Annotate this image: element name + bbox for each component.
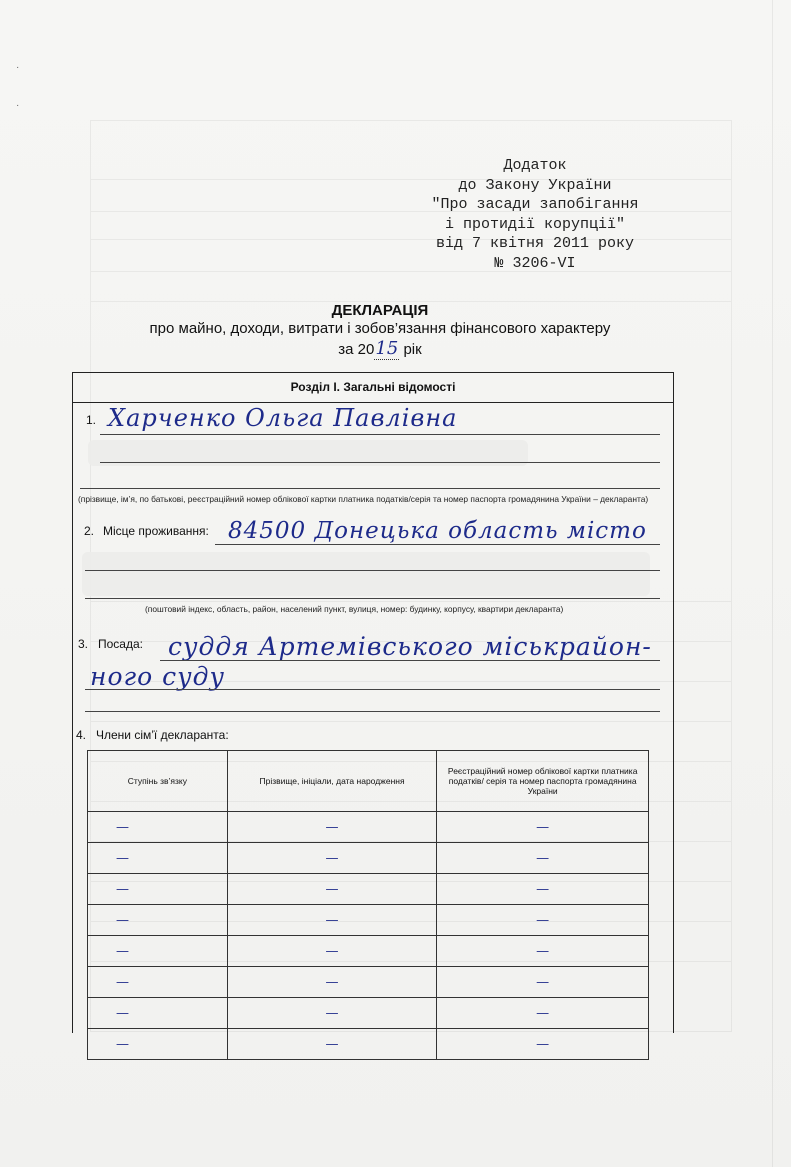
item2-caption: (поштовий індекс, область, район, населений пункт, вулиця, номер: будинку, корпусу, квартири декларанта) (145, 604, 564, 614)
item3-handwritten-line1: суддя Артемівського міськрайон- (168, 632, 652, 661)
scan-edge (772, 0, 773, 1167)
cell-name-dob: — (227, 998, 437, 1029)
table-row (88, 998, 649, 1029)
scan-speck: · (16, 100, 20, 111)
cell-name-dob: — (227, 1029, 437, 1060)
appendix-line: "Про засади запобігання (431, 196, 639, 213)
item2-number: 2. (84, 524, 95, 538)
cell-tax-id: — (437, 812, 649, 843)
header-relation: Ступінь зв’язку (88, 751, 228, 812)
declaration-subtitle: про майно, доходи, витрати і зобов’язання фінансового характеру (149, 320, 611, 337)
declaration-title: ДЕКЛАРАЦІЯ (331, 302, 429, 319)
declaration-year (300, 338, 460, 359)
appendix-line: і протидії корупції" (444, 215, 626, 233)
cell-name-dob: — (227, 905, 437, 936)
cell-relation: — (88, 843, 228, 874)
cell-tax-id: — (437, 936, 649, 967)
year-handwritten: 15 (375, 338, 399, 359)
cell-tax-id: — (437, 998, 649, 1029)
item1-handwritten-name: Харченко Ольга Павлівна (108, 404, 458, 432)
table-row (88, 936, 649, 967)
item1-number: 1. (86, 413, 97, 427)
cell-relation: — (88, 967, 228, 998)
cell-relation: — (88, 905, 228, 936)
table-row (88, 874, 649, 905)
year-prefix: за 20 (338, 341, 375, 358)
cell-tax-id: — (437, 967, 649, 998)
item1-line (100, 462, 660, 463)
item2-line (215, 544, 660, 545)
appendix-line: від 7 квітня 2011 року (435, 235, 635, 252)
item2-line (85, 570, 660, 571)
cell-relation: — (88, 812, 228, 843)
header-name-dob: Прізвище, ініціали, дата народження (227, 751, 437, 812)
year-suffix: рік (403, 341, 422, 358)
cell-tax-id: — (437, 905, 649, 936)
table-row (88, 843, 649, 874)
cell-relation: — (88, 998, 228, 1029)
item3-number: 3. (78, 637, 89, 651)
cell-tax-id: — (437, 874, 649, 905)
item4-number: 4. (76, 728, 87, 742)
item2-redaction (82, 552, 650, 596)
cell-tax-id: — (437, 843, 649, 874)
item3-line (85, 711, 660, 712)
table-header-row (88, 751, 649, 812)
cell-name-dob: — (227, 812, 437, 843)
scan-speck: · (16, 62, 20, 73)
item2-handwritten-address: 84500 Донецька область місто (228, 518, 647, 544)
cell-name-dob: — (227, 936, 437, 967)
item1-caption: (прізвище, ім’я, по батькові, реєстраційний номер облікової картки платника податків/серія та номер паспорта громадянина України – декларанта) (78, 494, 649, 504)
cell-name-dob: — (227, 874, 437, 905)
appendix-block (400, 156, 670, 273)
family-members-table (87, 750, 649, 1060)
cell-relation: — (88, 936, 228, 967)
cell-relation: — (88, 1029, 228, 1060)
table-row (88, 905, 649, 936)
item3-line (85, 689, 660, 690)
item2-line (85, 598, 660, 599)
cell-relation: — (88, 874, 228, 905)
header-tax-id: Реєстраційний номер облікової картки платника податків/ серія та номер паспорта громадянина України (437, 751, 649, 812)
table-row (88, 967, 649, 998)
appendix-line: до Закону України (458, 176, 612, 194)
cell-name-dob: — (227, 967, 437, 998)
table-row (88, 812, 649, 843)
item3-label: Посада: (98, 637, 143, 651)
item2-label: Місце проживання: (103, 524, 209, 538)
cell-tax-id: — (437, 1029, 649, 1060)
item1-line (80, 488, 660, 489)
item3-line (160, 660, 660, 661)
table-row (88, 1029, 649, 1060)
appendix-line: № 3206-VI (494, 254, 576, 272)
appendix-line: Додаток (503, 157, 567, 174)
item1-line (100, 434, 660, 435)
item4-label: Члени сім’ї декларанта: (96, 728, 229, 742)
section-title: Розділ I. Загальні відомості (72, 372, 674, 403)
item3-handwritten-line2: ного суду (90, 662, 226, 691)
cell-name-dob: — (227, 843, 437, 874)
